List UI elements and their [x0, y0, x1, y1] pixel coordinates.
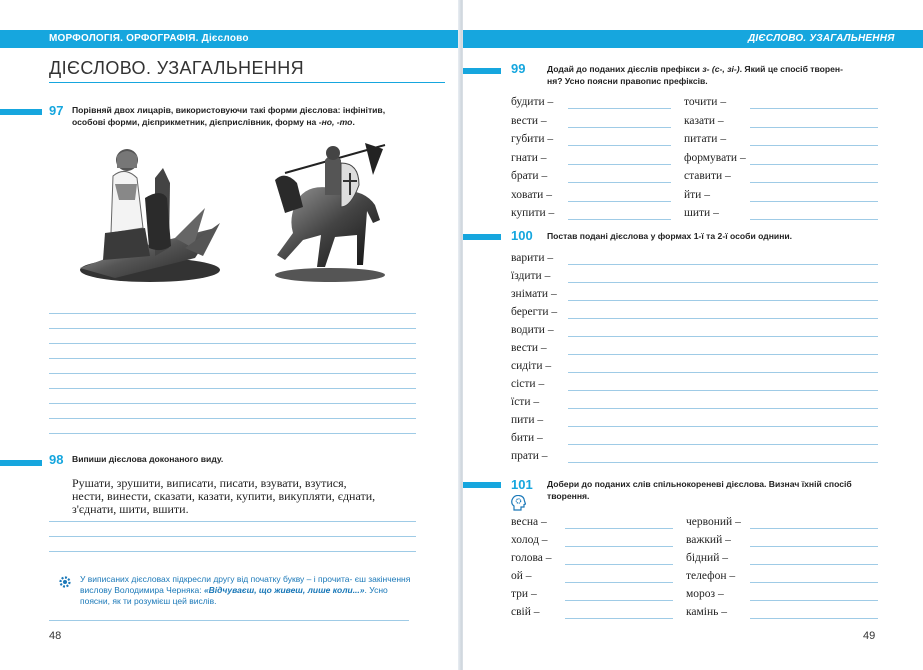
answer-line[interactable] [49, 343, 416, 344]
word-item: ставити – [684, 170, 731, 182]
task-101-marker [463, 482, 501, 488]
word-item: берегти – [511, 306, 558, 318]
task-100-marker [463, 234, 501, 240]
word-item: губити – [511, 133, 554, 145]
task-97-number: 97 [49, 103, 64, 118]
answer-line[interactable] [750, 618, 878, 619]
note-text: У виписаних дієсловах підкресли другу від початку букву – і прочита- єш закінчення вислову Володимира Черняка: «Відчуваєш, що живеш, лише коли...». Усно поясни, як ти розумієш цей вислів. [80, 574, 411, 606]
answer-line[interactable] [568, 201, 671, 202]
task-98-text: Випиши дієслова доконаного виду. [72, 454, 224, 464]
answer-line[interactable] [49, 388, 416, 389]
word-item: сидіти – [511, 360, 552, 372]
gear-icon [58, 575, 72, 589]
word-item: казати – [684, 114, 724, 127]
task-99-text: Додай до поданих дієслів префікси з- (с-, зі-). Який це спосіб творен- ня? Усно поясни правопис префіксів. [547, 64, 843, 86]
word-item: точити – [684, 96, 727, 108]
word-item: йти – [684, 188, 710, 201]
word-item: їсти – [511, 396, 540, 408]
left-page [0, 0, 460, 670]
word-item: бідний – [686, 552, 728, 564]
word-item: свій – [511, 606, 540, 618]
knight-kneeling-image [75, 138, 225, 288]
answer-line[interactable] [568, 182, 671, 183]
word-item: прати – [511, 450, 548, 462]
word-item: знімати – [511, 288, 557, 300]
task-98-words: Рушати, зрушити, виписати, писати, взувати, взутися, нести, винести, сказати, казати, купити, викупляти, єднати, з'єднати, шити, вшити. [72, 476, 376, 516]
answer-line[interactable] [568, 336, 878, 337]
answer-line[interactable] [568, 219, 671, 220]
answer-line[interactable] [750, 182, 878, 183]
answer-line[interactable] [565, 564, 673, 565]
task-98-number: 98 [49, 452, 64, 467]
answer-line[interactable] [568, 108, 671, 109]
answer-line[interactable] [49, 328, 416, 329]
right-page [463, 0, 923, 670]
head-gear-icon [511, 495, 526, 511]
answer-line[interactable] [750, 528, 878, 529]
answer-line[interactable] [49, 620, 409, 621]
word-item: холод – [511, 534, 548, 546]
answer-line[interactable] [568, 372, 878, 373]
answer-line[interactable] [568, 318, 878, 319]
word-item: шити – [684, 207, 719, 219]
page-number: 48 [49, 630, 62, 642]
word-item: мороз – [686, 588, 724, 600]
page-number: 49 [863, 630, 876, 642]
word-item: гнати – [511, 151, 547, 164]
answer-line[interactable] [49, 536, 416, 537]
answer-line[interactable] [49, 418, 416, 419]
right-header: ДІЄСЛОВО. УЗАГАЛЬНЕННЯ [748, 33, 895, 44]
word-item: голова – [511, 552, 552, 564]
answer-line[interactable] [568, 264, 878, 265]
answer-line[interactable] [568, 127, 671, 128]
word-item: три – [511, 588, 537, 600]
task-97-text: Порівняй двох лицарів, використовуючи такі форми дієслова: інфінітив, особові форми, дієприкметник, дієприслівник, форму на -но, -то. [72, 105, 386, 127]
answer-line[interactable] [568, 426, 878, 427]
word-item: ховати – [511, 188, 552, 201]
answer-line[interactable] [750, 219, 878, 220]
task-99-marker [463, 68, 501, 74]
word-item: ой – [511, 570, 532, 582]
answer-line[interactable] [568, 300, 878, 301]
answer-line[interactable] [750, 582, 878, 583]
answer-line[interactable] [568, 408, 878, 409]
word-item: купити – [511, 207, 555, 219]
answer-line[interactable] [568, 164, 671, 165]
word-item: водити – [511, 324, 554, 336]
word-item: весна – [511, 516, 547, 528]
answer-line[interactable] [750, 108, 878, 109]
answer-line[interactable] [568, 444, 878, 445]
answer-line[interactable] [568, 354, 878, 355]
answer-line[interactable] [49, 433, 416, 434]
word-item: варити – [511, 252, 554, 264]
answer-line[interactable] [750, 164, 878, 165]
answer-line[interactable] [565, 600, 673, 601]
answer-line[interactable] [49, 521, 416, 522]
word-item: їздити – [511, 270, 551, 282]
answer-line[interactable] [49, 551, 416, 552]
task-98-marker [0, 460, 42, 466]
word-item: пити – [511, 414, 544, 426]
task-97-marker [0, 109, 42, 115]
answer-line[interactable] [565, 618, 673, 619]
answer-line[interactable] [750, 127, 878, 128]
answer-line[interactable] [750, 145, 878, 146]
word-item: формувати – [684, 151, 746, 164]
word-item: сісти – [511, 378, 545, 390]
word-item: телефон – [686, 570, 736, 582]
task-100-text: Постав подані дієслова у формах 1-ї та 2-ї особи однини. [547, 231, 793, 241]
word-item: камінь – [686, 606, 728, 618]
answer-line[interactable] [750, 546, 878, 547]
answer-line[interactable] [568, 145, 671, 146]
task-99-number: 99 [511, 61, 526, 76]
word-item: брати – [511, 170, 548, 182]
answer-line[interactable] [568, 390, 878, 391]
answer-line[interactable] [49, 403, 416, 404]
task-100-number: 100 [511, 228, 533, 243]
task-101-number: 101 [511, 477, 533, 492]
answer-line[interactable] [568, 282, 878, 283]
word-item: питати – [684, 133, 727, 145]
word-item: вести – [511, 342, 547, 354]
word-item: будити – [511, 96, 554, 108]
left-header: МОРФОЛОГІЯ. ОРФОГРАФІЯ. Дієслово [49, 33, 249, 44]
answer-line[interactable] [750, 201, 878, 202]
title-underline [49, 82, 445, 83]
answer-line[interactable] [750, 600, 878, 601]
answer-line[interactable] [568, 462, 878, 463]
page-title: ДІЄСЛОВО. УЗАГАЛЬНЕННЯ [49, 58, 305, 78]
answer-line[interactable] [49, 313, 416, 314]
answer-line[interactable] [49, 373, 416, 374]
answer-line[interactable] [49, 358, 416, 359]
word-item: бити – [511, 432, 543, 444]
word-item: важкий – [686, 534, 731, 546]
answer-line[interactable] [750, 564, 878, 565]
word-item: вести – [511, 114, 547, 127]
answer-line[interactable] [565, 546, 673, 547]
answer-line[interactable] [565, 528, 673, 529]
answer-line[interactable] [565, 582, 673, 583]
word-item: червоний – [686, 516, 741, 528]
knight-on-horse-image [255, 135, 395, 285]
task-101-text: Добери до поданих слів спільнокореневі дієслова. Визнач їхній спосіб творення. [547, 479, 852, 501]
